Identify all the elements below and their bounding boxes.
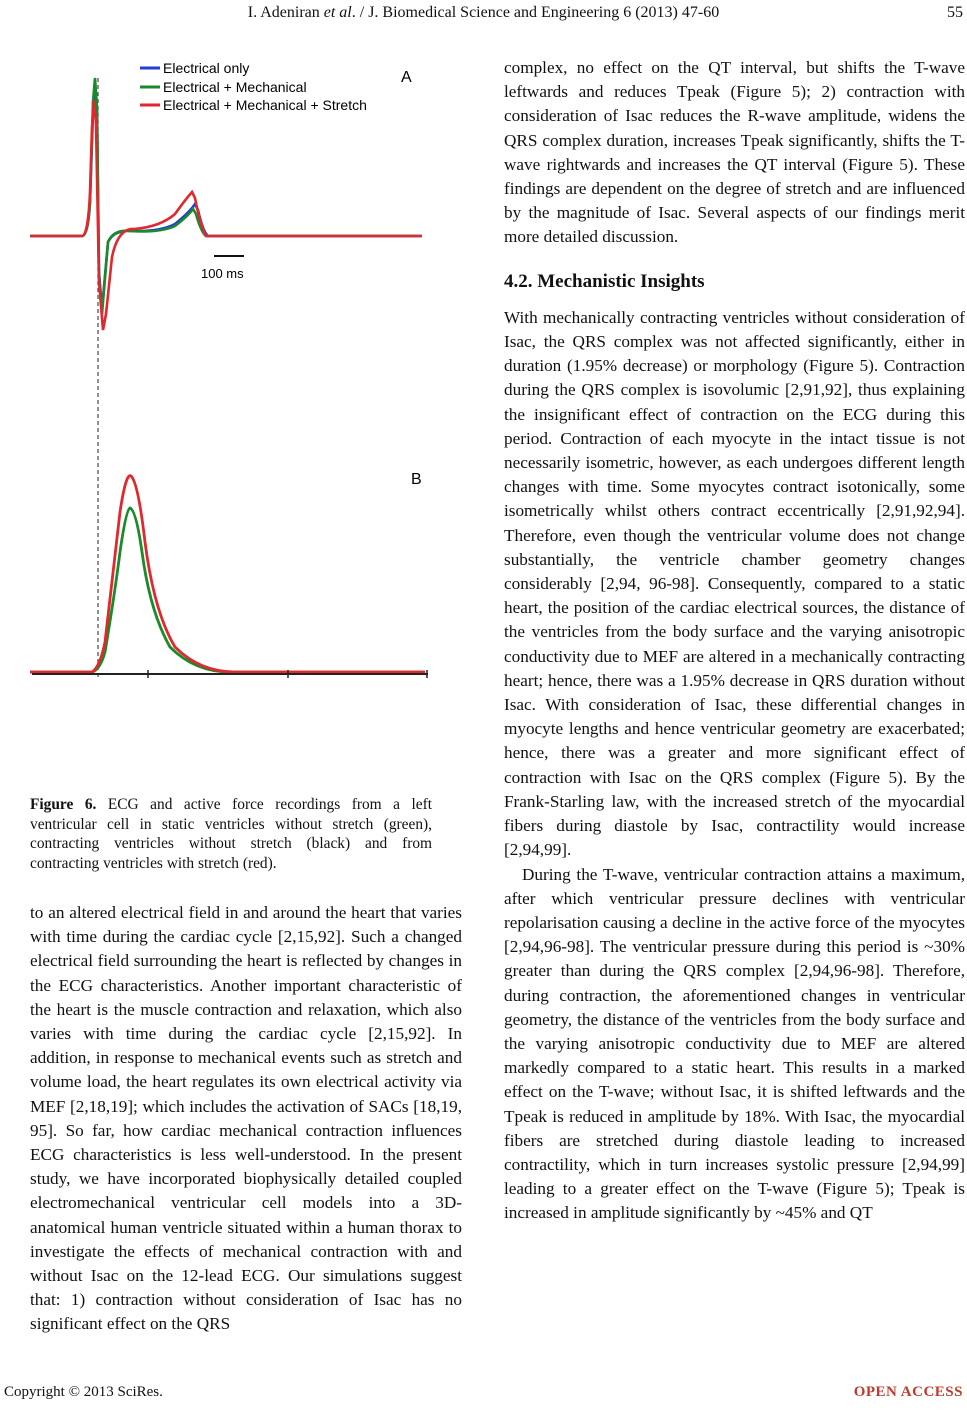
scale-bar-label: 100 ms bbox=[201, 266, 244, 281]
panel-b-force bbox=[30, 476, 428, 678]
figure-caption-label: Figure 6. bbox=[30, 796, 97, 813]
panel-a-label: A bbox=[401, 69, 412, 86]
figure-caption bbox=[30, 795, 432, 873]
trace-a-stretch bbox=[30, 100, 422, 330]
trace-b-mechanical bbox=[30, 508, 425, 672]
legend-label-mechanical: Electrical + Mechanical bbox=[163, 79, 307, 95]
figure-6-plot bbox=[30, 52, 435, 684]
running-header bbox=[0, 4, 967, 26]
copyright-text: Copyright © 2013 SciRes. bbox=[4, 1384, 163, 1400]
figure-caption-text: ECG and active force recordings from a left ventricular cell in static ventricles without stretch (green), contracting ventricles without stretch (black) and from contracting ventricles with stretch (red). bbox=[30, 796, 432, 872]
section-heading: 4.2. Mechanistic Insights bbox=[504, 270, 705, 292]
figure-6 bbox=[30, 52, 435, 684]
right-paragraph-1: With mechanically contracting ventricles without consideration of Isac, the QRS complex was not affected significantly, either in duration (1.95% decrease) or morphology (Figure 5). Contraction during the QRS complex is isovolumic [2,91,92], thus explaining the insignificant effect of contraction on the ECG during this period. Contraction of each myocyte in the intact tissue is not necessarily isometric, however, as each undergoes different length changes with time. Some myocytes contract isotonically, some isometrically whilst others contract eccentrically [2,91,92,94]. Therefore, even though the ventricular volume does not change substantially, the ventricle chamber geometry changes considerably [2,94, 96-98]. Consequently, compared to a static heart, the position of the cardiac electrical sources, the distance of the ventricles from the body surface and the varying anisotropic conductivity due to MEF are altered in a mechanically contracting heart; hence, there was a 1.95% decrease in QRS duration without Isac. With consideration of Isac, these differential changes in myocyte lengths and hence ventricular geometry are exacerbated; hence, there was a greater and more significant effect of contraction with Isac on the QRS complex (Figure 5). By the Frank-Starling law, with the increased stretch of the myocardial fibers during diastole by Isac, contractility would increase [2,94,99]. bbox=[504, 307, 965, 860]
open-access-label: OPEN ACCESS bbox=[853, 1384, 963, 1400]
legend-label-electrical: Electrical only bbox=[163, 60, 250, 76]
right-column bbox=[504, 56, 965, 1226]
page-number: 55 bbox=[947, 4, 963, 21]
legend-label-stretch: Electrical + Mechanical + Stretch bbox=[163, 97, 367, 113]
left-paragraph-1: to an altered electrical field in and around the heart that varies with time during the cardiac cycle [2,15,92]. Such a changed electrical field surrounding the heart is reflected by changes in the ECG characteristics. Another important characteristic of the heart is the muscle contraction and relaxation, which also varies with time during the cardiac cycle [2,15,92]. In addition, in response to mechanical events such as stretch and volume load, the heart regulates its own electrical activity via MEF [2,18,19]; which includes the activation of SACs [18,19, 95]. So far, how cardiac mechanical contraction influences ECG characteristics is less well-understood. In the present study, we have incorporated biophysically detailed coupled electromechanical ventricular cell models into a 3D-anatomical human ventricle situated within a human thorax to investigate the effects of mechanical contraction with and without Isac on the 12-lead ECG. Our simulations suggest that: 1) contraction without consideration of Isac has no significant effect on the QRS bbox=[30, 903, 462, 1334]
right-paragraph-2: During the T-wave, ventricular contraction attains a maximum, after which ventricular pressure declines with ventricular repolarisation causing a decline in the active force of the myocytes [2,94,96-98]. The ventricular pressure during this period is ~30% greater than during the QRS complex [2,94,96-98]. Therefore, during contraction, the aforementioned changes in ventricular geometry, the distance of the ventricles from the body surface and the varying anisotropic conductivity due to MEF are altered markedly compared to a static heart. This results in a marked effect on the T-wave; without Isac, it is shifted leftwards and the Tpeak is reduced in amplitude by 18%. With Isac, the myocardial fibers are stretched during diastole leading to increased contractility, which in turn increases systolic pressure [2,94,99] leading to a greater effect on the T-wave (Figure 5); Tpeak is increased in amplitude significantly by ~45% and QT bbox=[504, 864, 965, 1223]
panel-b-label: B bbox=[411, 471, 422, 488]
panel-a-ecg bbox=[30, 78, 422, 330]
figure-legend bbox=[140, 60, 367, 113]
trace-b-stretch bbox=[30, 476, 425, 672]
right-paragraph-0: complex, no effect on the QT interval, but shifts the T-wave leftwards and reduces Tpeak (Figure 5); 2) contraction with consideration of Isac reduces the R-wave amplitude, widens the QRS complex duration, increases Tpeak significantly, shifts the T-wave rightwards and increases the QT interval (Figure 5). These findings are dependent on the degree of stretch and are influenced by the magnitude of Isac. Several aspects of our findings merit more detailed discussion. bbox=[504, 58, 965, 247]
left-column bbox=[30, 901, 462, 1337]
page-footer bbox=[0, 1384, 967, 1406]
running-head-text: I. Adeniran et al. / J. Biomedical Science and Engineering 6 (2013) 47-60 bbox=[247, 4, 720, 21]
